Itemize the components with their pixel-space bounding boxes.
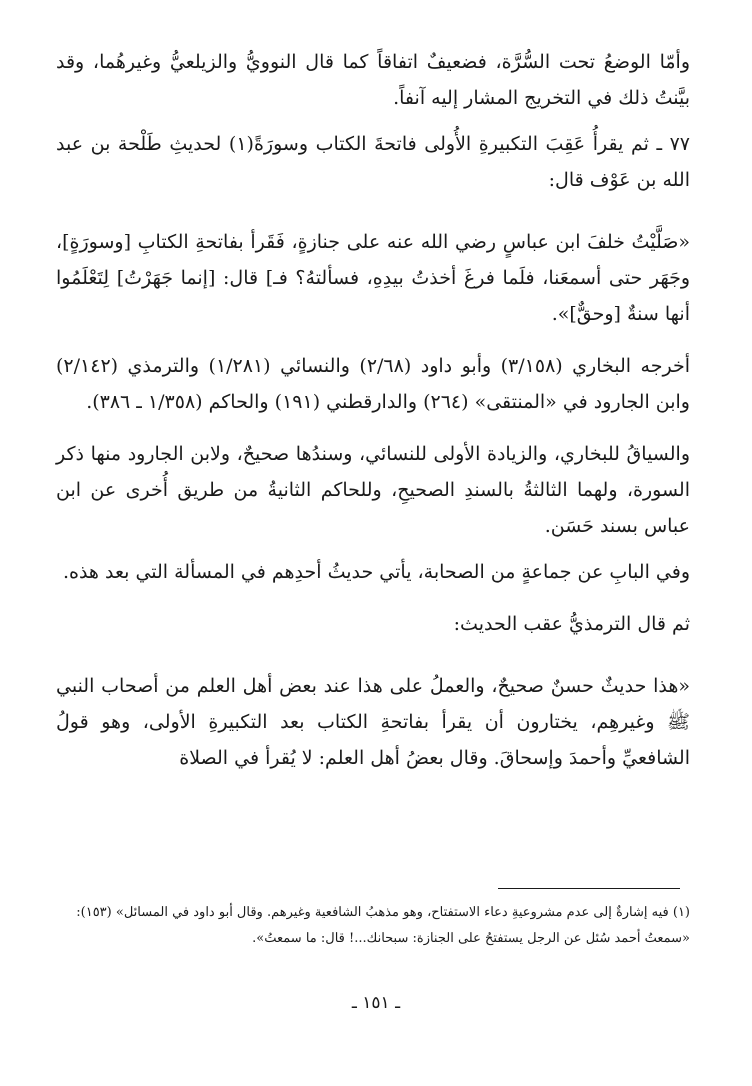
paragraph-siyaq: والسياقُ للبخاري، والزيادة الأولى للنسائي، وسندُها صحيحٌ، ولابن الجارود منها ذكر السورة، ولهما الثالثةُ بالسندِ الصحيحِ، وللحاكم الثانيةُ من طريق أُخرى عن ابن عباس بسند حَسَن. xyxy=(56,443,690,537)
footnotes xyxy=(56,900,690,952)
paragraph-hadith-quote: «صَلَّيْتُ خلفَ ابن عباسٍ رضي الله عنه على جنازةٍ، فَقَرأ بفاتحةِ الكتابِ [وسورَةٍ]، وجَهَر حتى أسمعَنا، فلَما فرغَ أخذتُ بيدِهِ، فسألتهُ؟ فـ] قال: [إنما جَهَرْتُ] لِتَعْلَمُوا أنها سنةٌ [وحقٌّ]». xyxy=(56,231,690,325)
footnote-divider xyxy=(498,888,680,889)
paragraph-fil-bab: وفي البابِ عن جماعةٍ من الصحابة، يأتي حديثُ أحدِهم في المسألة التي بعد هذه. xyxy=(62,561,690,583)
page-body xyxy=(56,44,690,776)
paragraph-tirmidhi-intro: ثم قال الترمذيُّ عقب الحديث: xyxy=(453,613,690,635)
footnote-1: (١) فيه إشارةٌ إلى عدم مشروعيةِ دعاء الاستفتاح، وهو مذهبُ الشافعية وغيرهم. وقال أبو داود في المسائل» (١٥٣): xyxy=(76,905,690,920)
footnote-1-continued: «سمعتُ أحمد سُئل عن الرجل يستفتحُ على الجنازة: سبحانك...! قال: ما سمعتُ». xyxy=(252,931,690,946)
paragraph-tirmidhi-quote: «هذا حديثٌ حسنٌ صحيحٌ، والعملُ على هذا عند بعض أهل العلم من أصحاب النبي ﷺ وغيرهِم، يختارون أن يقرأ بفاتحةِ الكتاب بعد التكبيرةِ الأولى، وهو قولُ الشافعيِّ وأحمدَ وإسحاقَ. وقال بعضُ أهل العلم: لا يُقرأ في الصلاة xyxy=(56,675,690,769)
paragraph-takhrij: أخرجه البخاري (٣/١٥٨) وأبو داود (٢/٦٨) والنسائي (١/٢٨١) والترمذي (٢/١٤٢) وابن الجارود في «المنتقى» (٢٦٤) والدارقطني (١٩١) والحاكم (١/٣٥٨ ـ ٣٨٦). xyxy=(56,355,690,413)
paragraph-hand-placement: وأمّا الوضعُ تحت السُّرَّة، فضعيفٌ اتفاقاً كما قال النوويُّ والزيلعيُّ وغيرهُما، وقد بيَّنتُ ذلك في التخريج المشار إليه آنفاً. xyxy=(56,51,690,109)
paragraph-item-77: ٧٧ ـ ثم يقرأُ عَقِبَ التكبيرةِ الأُولى فاتحةَ الكتاب وسورَةً(١) لحديثِ طَلْحة بن عبد الله بن عَوْف قال: xyxy=(56,133,690,191)
page-number: ـ ١٥١ ـ xyxy=(351,993,401,1013)
